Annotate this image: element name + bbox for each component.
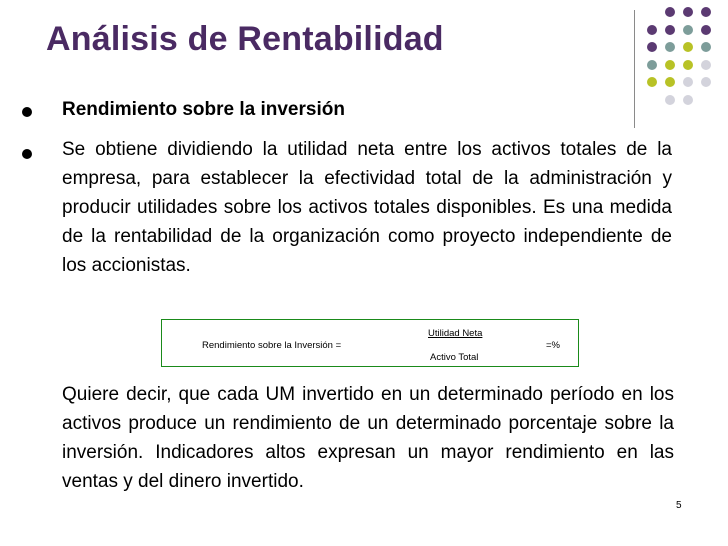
decorative-dot: [701, 60, 711, 70]
decorative-dot: [647, 60, 657, 70]
formula-denominator: Activo Total: [430, 352, 479, 363]
decorative-dot: [683, 7, 693, 17]
decorative-dot: [665, 42, 675, 52]
bullet-text: Se obtiene dividiendo la utilidad neta entre los activos totales de la empresa, para establecer la efectividad total de la administración y producir utilidades sobre los activos totales disponibles. Es una medida de la rentabilidad de la organización como proyecto independiente de los accionistas.: [62, 139, 672, 276]
decorative-dot: [683, 95, 693, 105]
bullet-heading: Rendimiento sobre la inversión: [62, 99, 345, 120]
page-number: 5: [676, 500, 682, 511]
decorative-dot: [683, 77, 693, 87]
bullet-dot-icon: [22, 107, 32, 117]
decorative-dot: [683, 42, 693, 52]
formula-box: [161, 319, 579, 367]
decorative-dot: [665, 7, 675, 17]
bullet-dot-icon: [22, 149, 32, 159]
decorative-dot: [665, 60, 675, 70]
decorative-dot: [647, 42, 657, 52]
formula-label: Rendimiento sobre la Inversión =: [202, 340, 342, 351]
decorative-dot: [647, 77, 657, 87]
decorative-dot: [665, 25, 675, 35]
decorative-dot: [701, 42, 711, 52]
decorative-dot: [665, 77, 675, 87]
decorative-dot: [683, 60, 693, 70]
decorative-dot: [701, 77, 711, 87]
decorative-dot: [701, 7, 711, 17]
formula-result: =%: [546, 340, 560, 351]
explanation-text: Quiere decir, que cada UM invertido en un determinado período en los activos produce un rendimiento de un determinado porcentaje sobre la inversión. Indicadores altos expresan un mayor rendimiento en las ventas y del dinero invertido.: [62, 384, 674, 492]
formula-numerator: Utilidad Neta: [428, 328, 483, 339]
slide-title: Análisis de Rentabilidad: [46, 20, 444, 58]
decorative-dot: [647, 25, 657, 35]
decorative-dot: [701, 25, 711, 35]
decorative-dot: [683, 25, 693, 35]
